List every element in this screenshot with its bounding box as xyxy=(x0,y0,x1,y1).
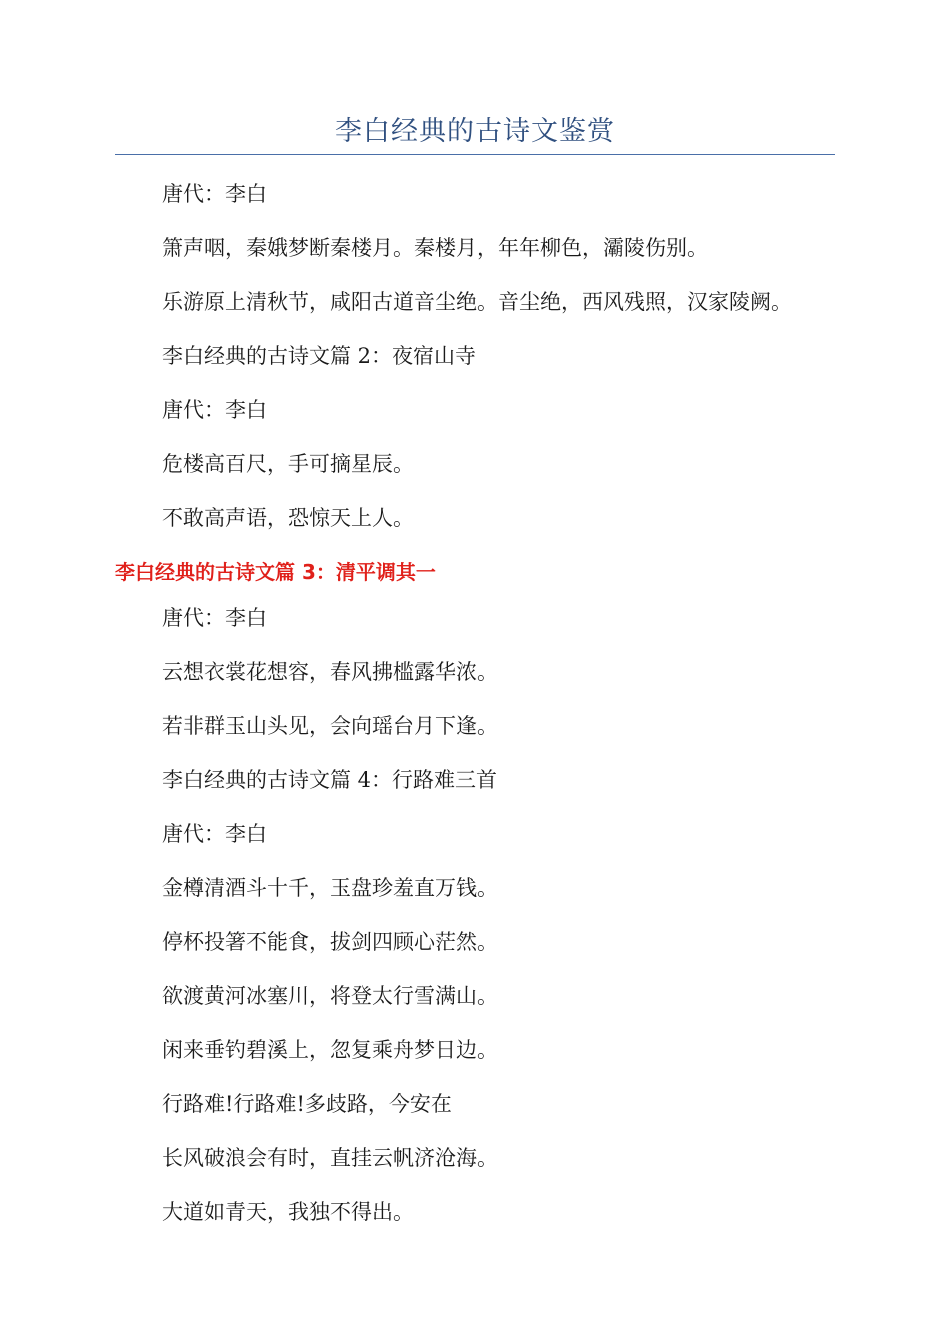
poem-line: 危楼高百尺，手可摘星辰。 xyxy=(162,452,414,476)
poem-line: 欲渡黄河冰塞川，将登太行雪满山。 xyxy=(162,984,498,1008)
poem-line: 不敢高声语，恐惊天上人。 xyxy=(162,506,414,530)
author-line: 唐代：李白 xyxy=(162,606,267,630)
poem-line: 大道如青天，我独不得出。 xyxy=(162,1200,414,1224)
poem-line: 箫声咽，秦娥梦断秦楼月。秦楼月，年年柳色，灞陵伤别。 xyxy=(162,236,708,260)
author-line: 唐代：李白 xyxy=(162,398,267,422)
author-line: 唐代：李白 xyxy=(162,822,267,846)
poem-line: 停杯投箸不能食，拔剑四顾心茫然。 xyxy=(162,930,498,954)
section-heading: 李白经典的古诗文篇 2：夜宿山寺 xyxy=(162,344,477,368)
poem-line: 乐游原上清秋节，咸阳古道音尘绝。音尘绝，西风残照，汉家陵阙。 xyxy=(162,290,792,314)
title-underline xyxy=(115,154,835,155)
poem-line: 若非群玉山头见，会向瑶台月下逢。 xyxy=(162,714,498,738)
poem-line: 行路难!行路难!多歧路，今安在 xyxy=(162,1092,452,1116)
section-heading: 李白经典的古诗文篇 4：行路难三首 xyxy=(162,768,498,792)
poem-line: 金樽清酒斗十千，玉盘珍羞直万钱。 xyxy=(162,876,498,900)
poem-line: 长风破浪会有时，直挂云帆济沧海。 xyxy=(162,1146,498,1170)
poem-line: 闲来垂钓碧溪上，忽复乘舟梦日边。 xyxy=(162,1038,498,1062)
poem-line: 云想衣裳花想容，春风拂槛露华浓。 xyxy=(162,660,498,684)
section-heading-highlighted: 李白经典的古诗文篇 3：清平调其一 xyxy=(115,560,436,584)
author-line: 唐代：李白 xyxy=(162,182,267,206)
document-title: 李白经典的古诗文鉴赏 xyxy=(335,116,615,147)
